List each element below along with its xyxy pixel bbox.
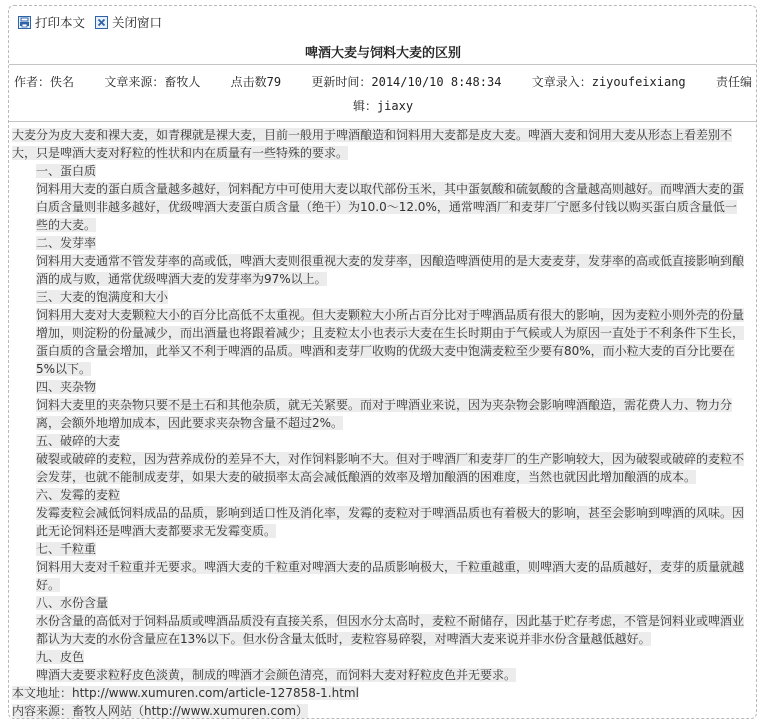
- paragraph-text: 五、破碎的大麦: [36, 434, 121, 448]
- paragraph: [12, 126, 744, 162]
- paragraph: [12, 396, 744, 432]
- paragraph-text: 一、蛋白质: [36, 164, 97, 178]
- section-heading: [12, 432, 744, 450]
- paragraph-text: 八、水份含量: [36, 596, 109, 610]
- section-heading: [12, 648, 744, 666]
- close-window-button[interactable]: [95, 13, 162, 31]
- section-heading: [12, 540, 744, 558]
- close-window-icon: [95, 16, 108, 29]
- meta-editor: 辑：jiaxy: [352, 99, 414, 113]
- section-heading: [12, 378, 744, 396]
- paragraph: [12, 558, 744, 594]
- print-label: 打印本文: [35, 15, 86, 30]
- section-heading: [12, 288, 744, 306]
- paragraph-text: 水份含量的高低对于饲料品质或啤酒品质没有直接关系，但因水分太高时，麦粒不耐储存，因此基于贮存考虑，不管是饲料业或啤酒业都认为大麦的水份含量应在13%以下。但水份含量太低时，麦粒容易碎裂，对啤酒大麦来说并非水份含量越低越好。: [36, 614, 745, 646]
- paragraph-text: 饲料用大麦对大麦颗粒大小的百分比高低不太重视。但大麦颗粒大小所占百分比对于啤酒品质有很大的影响，因为麦粒小则外壳的份量增加，则淀粉的份量减少，而出酒量也将跟着减少；且麦粒太小也表示大麦在生长时期由于气候或人为原因一直处于不利条件下生长，蛋白质的含量会增加，此举又不利于啤酒的品质。啤酒和麦芽厂收购的优级大麦中饱满麦粒至少要有80%，而小粒大麦的百分比要在5%以下。: [36, 308, 745, 376]
- meta-source: 文章来源：畜牧人: [104, 75, 201, 89]
- paragraph-text: 饲料用大麦对千粒重并无要求。啤酒大麦的千粒重对啤酒大麦的品质影响极大，千粒重越重，则啤酒大麦的品质越好，麦芽的质量就越好。: [36, 560, 745, 592]
- section-heading: [12, 486, 744, 504]
- meta-clicks: 点击数79: [230, 75, 282, 89]
- article-source-line: [12, 684, 744, 702]
- paragraph-text: 本文地址：http://www.xumuren.com/article-127858-1.html: [12, 686, 359, 700]
- paragraph-text: 二、发芽率: [36, 236, 97, 250]
- paragraph: [12, 450, 744, 486]
- paragraph-text: 饲料用大麦通常不管发芽率的高或低，啤酒大麦则很重视大麦的发芽率，因酿造啤酒使用的是大麦麦芽，发芽率的高或低直接影响到酿酒的成与败，通常优级啤酒大麦的发芽率为97%以上。: [36, 254, 745, 286]
- meta-updated: 更新时间：2014/10/10 8:48:34: [311, 75, 502, 89]
- meta-editor-prefix: 责任编: [715, 75, 752, 89]
- article-title: 啤酒大麦与饲料大麦的区别: [304, 46, 461, 61]
- paragraph-text: 四、夹杂物: [36, 380, 97, 394]
- meta-author: 作者：佚名: [14, 75, 75, 89]
- paragraph-text: 三、大麦的饱满度和大小: [36, 290, 169, 304]
- section-heading: [12, 234, 744, 252]
- print-button[interactable]: [18, 13, 85, 31]
- paragraph-text: 饲料大麦里的夹杂物只要不是土石和其他杂质，就无关紧要。而对于啤酒业来说，因为夹杂物会影响啤酒酿造，需花费人力、物力分离，会额外地增加成本，因此要求夹杂物含量不超过2%。: [36, 398, 733, 430]
- paragraph-text: 大麦分为皮大麦和裸大麦，如青稞就是裸大麦，目前一般用于啤酒酿造和饲料用大麦都是皮大麦。啤酒大麦和饲用大麦从形态上看差别不大，只是啤酒大麦对籽粒的性状和内在质量有一些特殊的要求。: [12, 128, 733, 160]
- paragraph-text: 破裂或破碎的麦粒，因为营养成份的差异不大，对作饲料影响不大。但对于啤酒厂和麦芽厂的生产影响较大，因为破裂或破碎的麦粒不会发芽，也就不能制成麦芽，如果大麦的破损率太高会减低酿酒的效率及增加酿酒的困难度，当然也就因此增加酿酒的成本。: [36, 452, 745, 484]
- article-meta: [14, 70, 752, 118]
- meta-entered-by: 文章录入：ziyoufeixiang: [531, 75, 686, 89]
- section-heading: [12, 162, 744, 180]
- close-window-label: 关闭窗口: [112, 15, 163, 30]
- paragraph-text: 六、发霉的麦粒: [36, 488, 121, 502]
- section-heading: [12, 594, 744, 612]
- article-body: [12, 126, 744, 720]
- paragraph: [12, 180, 744, 234]
- meta-divider: [9, 121, 756, 122]
- title-divider: [9, 64, 756, 65]
- paragraph-text: 饲料用大麦的蛋白质含量越多越好，饲料配方中可使用大麦以取代部份玉米，其中蛋氨酸和硫氨酸的含量越高则越好。而啤酒大麦的蛋白质含量则非越多越好，优级啤酒大麦蛋白质含量（绝干）为10.0～12.0%，通常啤酒厂和麦芽厂宁愿多付钱以购买蛋白质含量低一些的大麦。: [36, 182, 745, 232]
- paragraph: [12, 666, 744, 684]
- paragraph-text: 内容来源：畜牧人网站（http://www.xumuren.com）: [12, 704, 309, 718]
- toolbar: [18, 12, 172, 32]
- printer-icon: [18, 16, 31, 29]
- paragraph-text: 啤酒大麦要求粒籽皮色淡黄，制成的啤酒才会颜色清亮，而饲料大麦对籽粒皮色并无要求。: [36, 668, 517, 682]
- paragraph: [12, 306, 744, 378]
- paragraph-text: 发霉麦粒会减低饲料成品的品质，影响到适口性及消化率，发霉的麦粒对于啤酒品质也有着极大的影响，甚至会影响到啤酒的风味。因此无论饲料还是啤酒大麦都要求无发霉变质。: [36, 506, 745, 538]
- paragraph-text: 七、千粒重: [36, 542, 97, 556]
- paragraph: [12, 612, 744, 648]
- paragraph-text: 九、皮色: [36, 650, 85, 664]
- paragraph: [12, 504, 744, 540]
- paragraph: [12, 252, 744, 288]
